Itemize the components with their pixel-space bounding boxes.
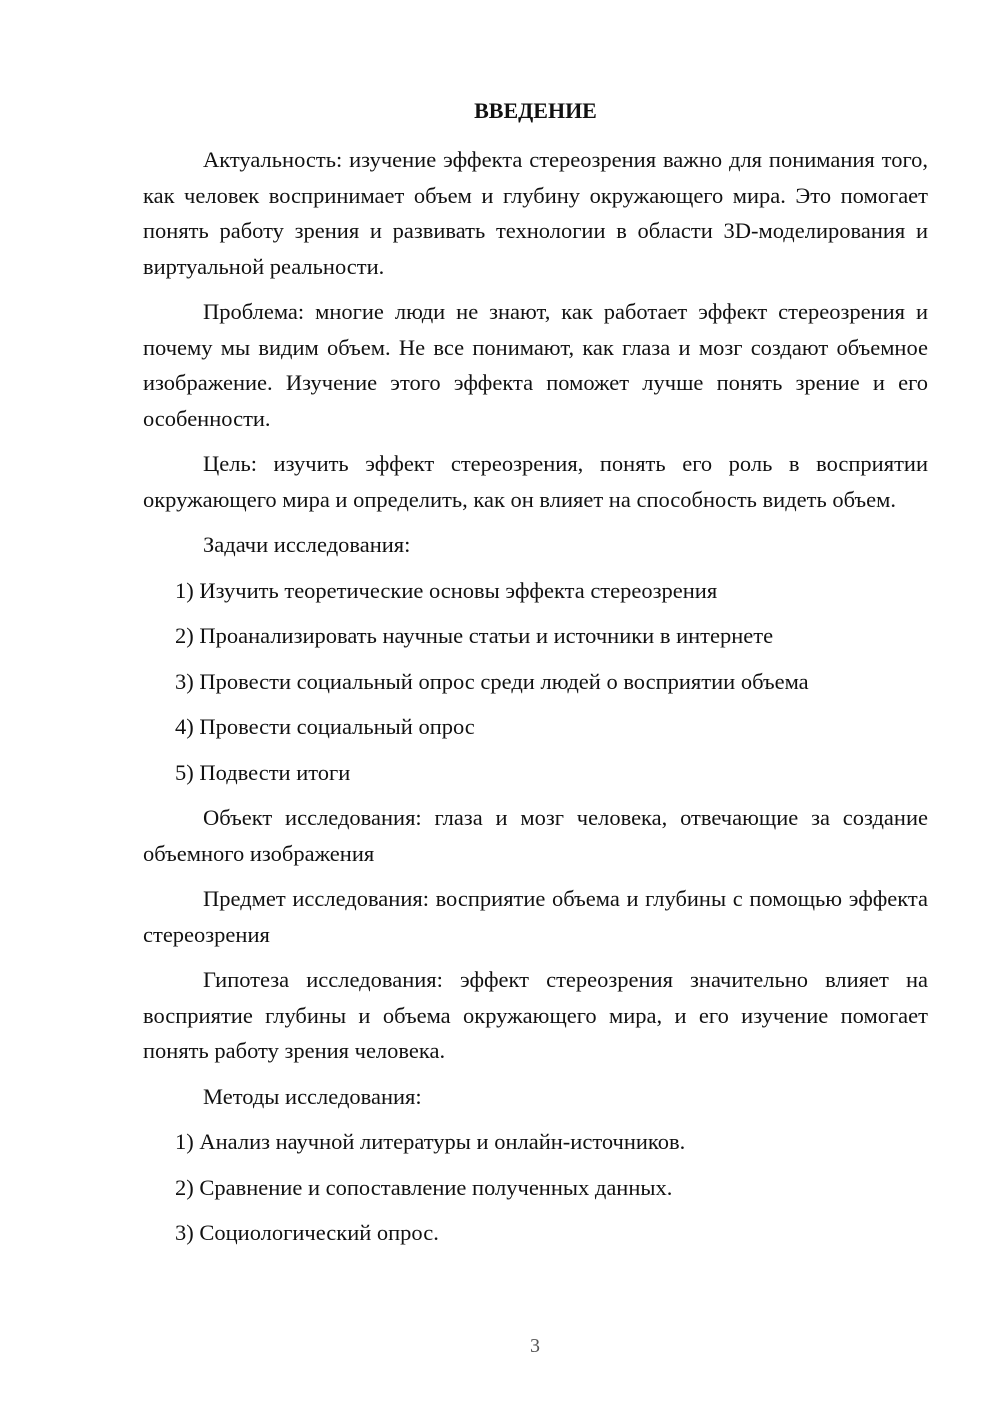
method-item: 2) Сравнение и сопоставление полученных данных. (175, 1174, 673, 1200)
task-item: 3) Провести социальный опрос среди людей о восприятии объема (175, 668, 809, 694)
task-item: 1) Изучить теоретические основы эффекта стереозрения (175, 577, 718, 603)
task-item: 2) Проанализировать научные статьи и источники в интернете (175, 623, 774, 648)
tasks-title: Задачи исследования: (203, 532, 411, 557)
tasks-list (143, 573, 928, 791)
hypothesis-paragraph: Гипотеза исследования: эффект стереозрения значительно влияет на восприятие глубины и объема окружающего мира, и его изучение помогает понять работу зрения человека. (143, 967, 928, 1063)
subject-paragraph: Предмет исследования: восприятие объема и глубины с помощью эффекта стереозрения (143, 886, 928, 947)
problem-paragraph: Проблема: многие люди не знают, как работает эффект стереозрения и почему мы видим объем. Не все понимают, как глаза и мозг создают объемное изображение. Изучение этого эффекта поможет лучше понять зрение и его особенности. (143, 299, 928, 431)
relevance-paragraph: Актуальность: изучение эффекта стереозрения важно для понимания того, как человек воспринимает объем и глубину окружающего мира. Это помогает понять работу зрения и развивать технологии в области 3D-моделирования и виртуальной реальности. (143, 147, 928, 279)
method-item: 1) Анализ научной литературы и онлайн-источников. (175, 1129, 686, 1154)
document-body (143, 142, 928, 1261)
task-item: 4) Провести социальный опрос (175, 714, 475, 739)
goal-paragraph: Цель: изучить эффект стереозрения, понять его роль в восприятии окружающего мира и определить, как он влияет на способность видеть объем. (143, 451, 928, 512)
task-item: 5) Подвести итоги (175, 759, 351, 785)
method-item: 3) Социологический опрос. (175, 1220, 439, 1245)
page-number: 3 (530, 1335, 540, 1357)
methods-title: Методы исследования: (203, 1083, 422, 1109)
methods-list (143, 1124, 928, 1251)
object-paragraph: Объект исследования: глаза и мозг человека, отвечающие за создание объемного изображения (143, 805, 928, 866)
page-title: ВВЕДЕНИЕ (474, 98, 597, 123)
